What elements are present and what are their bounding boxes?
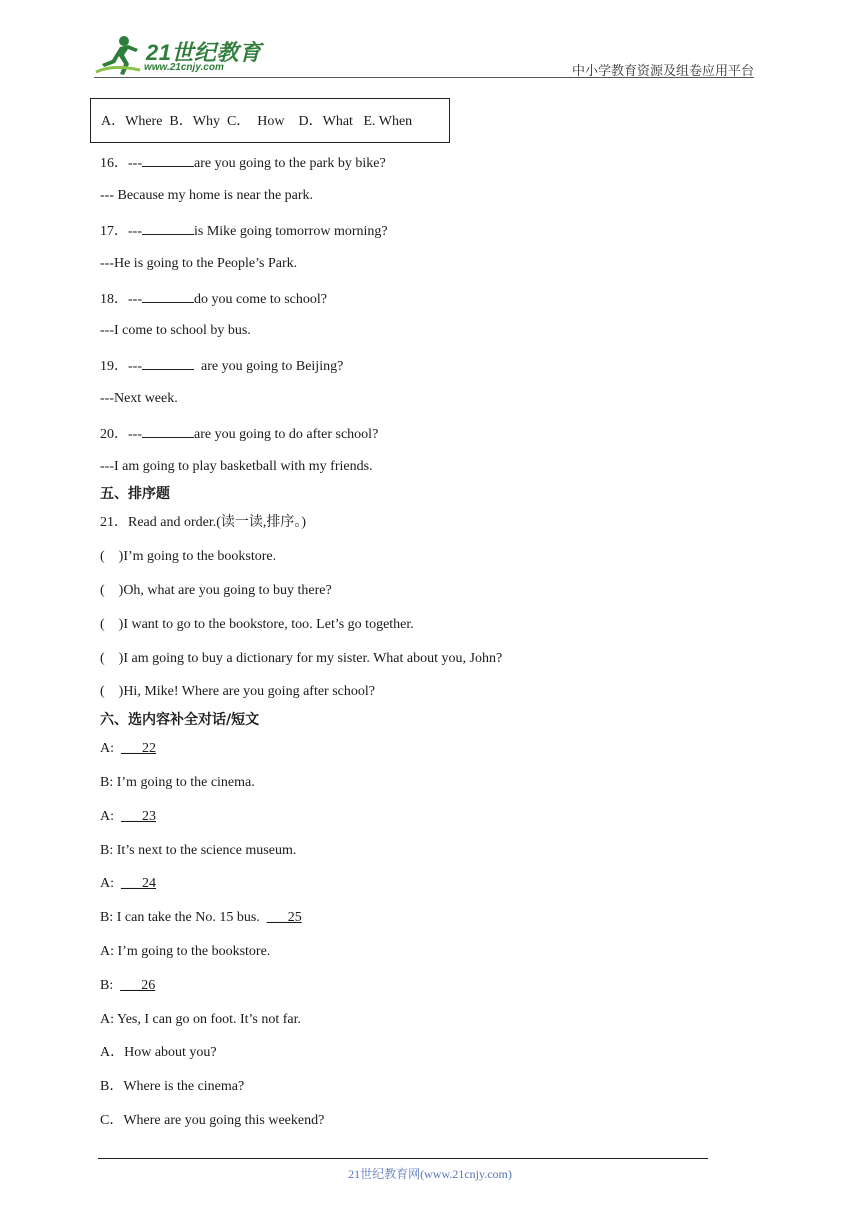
dialog-line-6: B: I can take the No. 15 bus. ___25 xyxy=(100,910,302,925)
section-5-title: 五、排序题 xyxy=(100,486,170,502)
order-item-2[interactable]: ( )Oh, what are you going to buy there? xyxy=(100,583,332,598)
dialog-line-7: A: I’m going to the bookstore. xyxy=(100,944,271,959)
section-5-prompt: 21．Read and order.(读一读,排序。) xyxy=(100,515,307,530)
dialog-line-1: A: ___22 xyxy=(100,741,156,756)
footer-divider xyxy=(98,1158,708,1159)
blank-22[interactable]: ___22 xyxy=(121,741,156,756)
dialog-line-9: A: Yes, I can go on foot. It’s not far. xyxy=(100,1012,302,1027)
answer-17: ---He is going to the People’s Park. xyxy=(100,256,298,271)
blank-25[interactable]: ___25 xyxy=(266,910,302,925)
header-divider xyxy=(94,77,754,78)
choice-c: C．Where are you going this weekend? xyxy=(100,1113,325,1128)
blank-23[interactable]: ___23 xyxy=(121,809,156,824)
answer-blank[interactable] xyxy=(142,356,194,370)
question-16: 16．--- are you going to the park by bike? xyxy=(100,153,386,173)
question-20: 20．--- are you going to do after school? xyxy=(100,424,378,444)
dialog-line-2: B: I’m going to the cinema. xyxy=(100,775,255,790)
blank-24[interactable]: ___24 xyxy=(121,876,156,891)
dialog-line-4: B: It’s next to the science museum. xyxy=(100,843,297,858)
answer-blank[interactable] xyxy=(142,424,194,438)
dialog-line-3: A: ___23 xyxy=(100,809,156,824)
order-item-5[interactable]: ( )Hi, Mike! Where are you going after school? xyxy=(100,684,375,699)
choice-b: B．Where is the cinema? xyxy=(100,1079,245,1094)
question-18: 18．--- do you come to school? xyxy=(100,289,327,309)
blank-26[interactable]: ___26 xyxy=(120,978,156,993)
logo-text: 21世纪教育 xyxy=(146,40,262,65)
answer-18: ---I come to school by bus. xyxy=(100,323,251,338)
answer-16: --- Because my home is near the park. xyxy=(100,188,314,203)
footer-text[interactable]: 21世纪教育网(www.21cnjy.com) xyxy=(348,1167,512,1181)
dialog-line-8: B: ___26 xyxy=(100,978,156,993)
order-item-1[interactable]: ( )I’m going to the bookstore. xyxy=(100,549,277,564)
dialog-line-5: A: ___24 xyxy=(100,876,156,891)
question-19: 19．--- are you going to Beijing? xyxy=(100,356,343,376)
logo-url: www.21cnjy.com xyxy=(144,62,224,73)
choice-a: A．How about you? xyxy=(100,1045,217,1060)
question-17: 17．--- is Mike going tomorrow morning? xyxy=(100,221,388,241)
header-platform-name: 中小学教育资源及组卷应用平台 xyxy=(571,63,754,78)
runner-logo-icon xyxy=(94,34,144,78)
answer-blank[interactable] xyxy=(142,153,194,167)
options-box: A．Where B．Why C． How D．What E. When xyxy=(90,98,450,143)
section-6-title: 六、选内容补全对话/短文 xyxy=(100,712,260,728)
order-item-3[interactable]: ( )I want to go to the bookstore, too. Let’s go together. xyxy=(100,617,414,632)
answer-20: ---I am going to play basketball with my friends. xyxy=(100,459,373,474)
order-item-4[interactable]: ( )I am going to buy a dictionary for my sister. What about you, John? xyxy=(100,651,503,666)
site-logo xyxy=(94,34,264,78)
answer-blank[interactable] xyxy=(142,289,194,303)
answer-blank[interactable] xyxy=(142,221,194,235)
answer-19: ---Next week. xyxy=(100,391,178,406)
